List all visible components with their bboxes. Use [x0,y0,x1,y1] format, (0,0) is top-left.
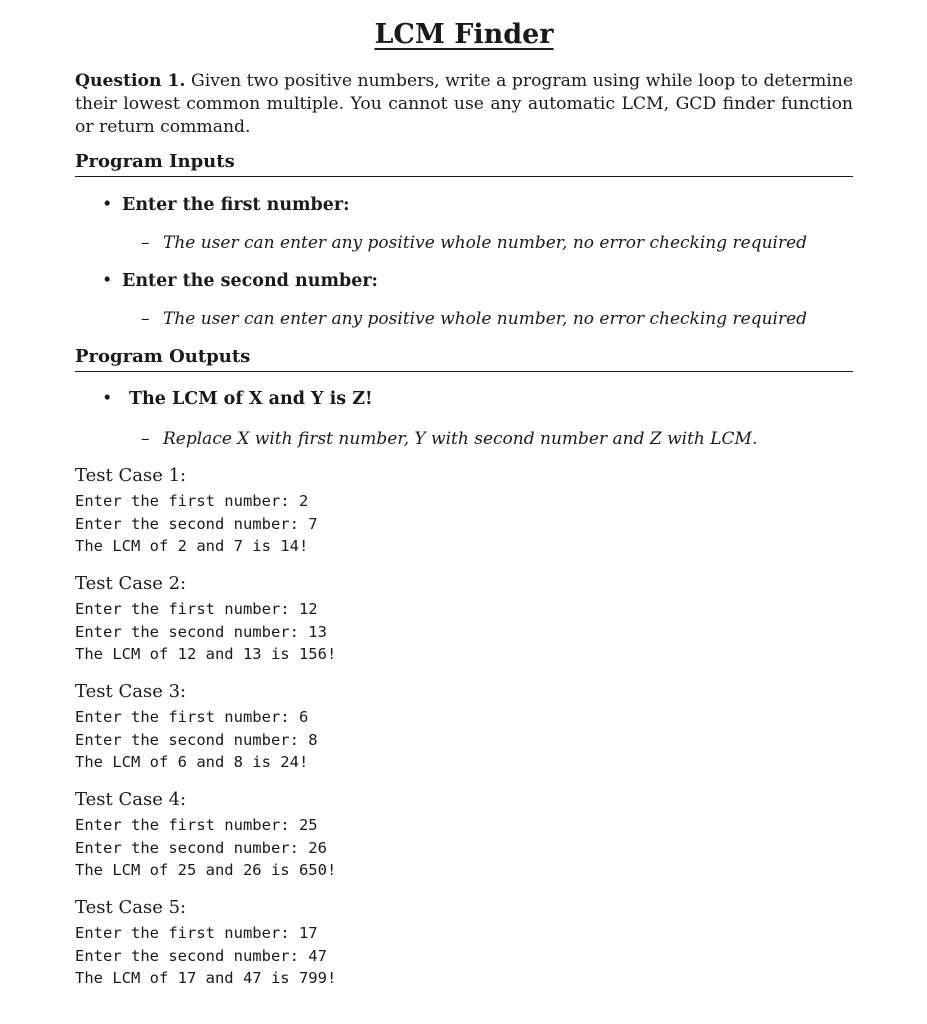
test-case-line: The LCM of 25 and 26 is 650! [75,861,337,879]
test-case-line: Enter the second number: 7 [75,514,318,533]
test-case-line: The LCM of 12 and 13 is 156! [75,645,337,663]
input-note-first [141,231,807,255]
test-case-line: The LCM of 6 and 8 is 24! [75,753,309,771]
output-note [141,427,757,451]
test-case-heading: Test Case 4: [75,789,187,810]
input-label-second: Enter the second number: [122,271,379,291]
test-case-heading: Test Case 1: [75,465,187,486]
test-case-line: Enter the second number: 8 [75,730,318,749]
test-case-line: Enter the first number: 17 [75,924,318,942]
test-case-line: Enter the first number: 6 [75,708,309,726]
page-title: LCM Finder [374,19,554,50]
output-label: The LCM of X and Y is Z! [129,389,373,409]
test-case-line: Enter the first number: 25 [75,816,318,834]
question-label: Question 1. [75,71,186,91]
bullet-icon: • [102,389,113,409]
test-case-line: Enter the first number: 2 [75,492,309,510]
input-bullet-second [102,269,378,293]
test-case-heading: Test Case 3: [75,681,187,702]
test-case-heading: Test Case 2: [75,573,187,594]
dash-icon: – [141,309,150,329]
test-case-line: Enter the second number: 13 [75,622,327,641]
bullet-icon: • [102,271,113,291]
question-text: Given two positive numbers, write a program using while loop to determine their lowest common multiple. You cannot use any automatic LCM, GCD finder function or return command. [75,71,854,137]
dash-icon: – [141,233,150,253]
output-bullet [102,387,373,411]
test-case-line: The LCM of 17 and 47 is 799! [75,969,337,987]
bullet-icon: • [102,195,113,215]
input-label-first: Enter the first number: [122,195,350,215]
question-paragraph [75,70,853,139]
input-bullet-first [102,193,350,217]
test-case-line: Enter the first number: 12 [75,600,318,618]
input-note-second [141,307,807,331]
test-case-heading: Test Case 5: [75,897,187,918]
dash-icon: – [141,429,150,449]
output-note-text: Replace X with first number, Y with second number and Z with LCM. [163,429,758,449]
outputs-section-heading: Program Outputs [75,345,853,372]
inputs-section-heading: Program Inputs [75,150,853,177]
test-case-line: Enter the second number: 47 [75,946,327,965]
test-case-line: Enter the second number: 26 [75,838,327,857]
input-note-first-text: The user can enter any positive whole number, no error checking required [163,233,808,253]
input-note-second-text: The user can enter any positive whole number, no error checking required [163,309,808,329]
test-case-line: The LCM of 2 and 7 is 14! [75,537,309,555]
